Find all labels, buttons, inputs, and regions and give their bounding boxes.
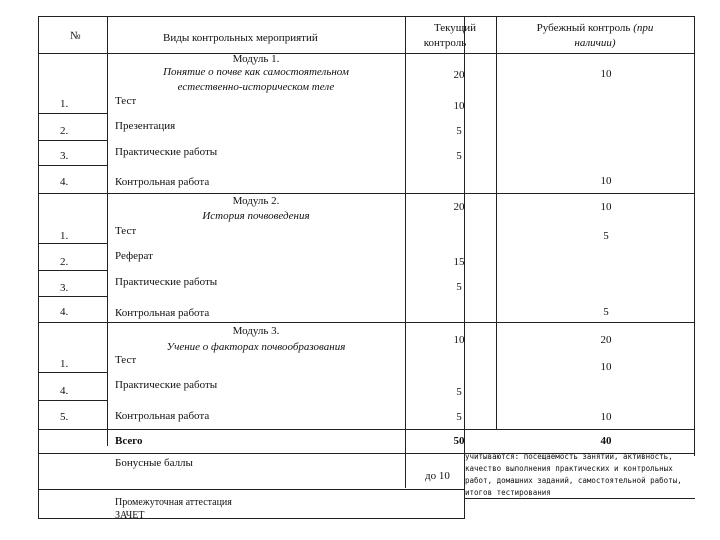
header-current-line1: Текущий: [433, 22, 477, 34]
m1-row4-boundary: 10: [600, 175, 612, 187]
table-border-left: [38, 16, 39, 518]
bonus-label: Бонусные баллы: [115, 457, 193, 469]
m3-row2-current: 5: [456, 386, 462, 398]
m2-row1-num: 1.: [60, 230, 69, 242]
m2-row3-current: 5: [456, 281, 462, 293]
header-number: №: [70, 30, 81, 42]
row-line: [38, 400, 107, 401]
m1-row3-current: 5: [456, 150, 462, 162]
m3-row3-name: Контрольная работа: [115, 410, 210, 422]
m3-row1-num: 1.: [60, 358, 69, 370]
module1-current: 20: [453, 69, 465, 81]
bonus-value: до 10: [425, 470, 450, 482]
m3-row2-name: Практические работы: [115, 379, 218, 391]
m3-row3-current: 5: [456, 411, 462, 423]
module3-title: Модуль 3.: [232, 325, 280, 337]
module1-boundary: 10: [600, 68, 612, 80]
m1-row1-num: 1.: [60, 98, 69, 110]
header-boundary-line1: [496, 22, 694, 35]
row-line: [38, 322, 695, 323]
row-line: [38, 193, 695, 194]
row-line: [38, 429, 695, 430]
module1-title: Модуль 1.: [232, 53, 280, 65]
row-line: [38, 16, 695, 17]
row-line: [38, 489, 465, 490]
m3-row1-boundary: 10: [600, 361, 612, 373]
header-boundary-bold: Рубежный контроль: [536, 22, 631, 34]
total-current: 50: [453, 435, 465, 447]
m1-row4-name: Контрольная работа: [115, 176, 210, 188]
module3-subtitle: Учение о факторах почвообразования: [166, 341, 346, 353]
m3-row1-name: Тест: [115, 354, 137, 366]
bonus-note: учитываются: посещаемость занятий, активность, качество выполнения практических и контрольных работ, домашних заданий, самостоятельной работы, итогов тестирования: [465, 452, 682, 497]
header-boundary-line2: наличии): [574, 37, 616, 49]
attestation-line1: Промежуточная аттестация: [115, 497, 232, 508]
m2-row2-name: Реферат: [115, 250, 153, 262]
m1-row3-num: 3.: [60, 150, 69, 162]
m2-row3-num: 3.: [60, 282, 69, 294]
row-line: [38, 270, 107, 271]
header-activities: Виды контрольных мероприятий: [163, 32, 318, 44]
module2-current: 20: [453, 201, 465, 213]
row-line: [38, 140, 107, 141]
m2-row4-boundary: 5: [603, 306, 609, 318]
row-line: [38, 296, 107, 297]
module1-subtitle-line2: естественно-историческом теле: [177, 81, 335, 93]
m1-row2-current: 5: [456, 125, 462, 137]
row-line: [38, 243, 107, 244]
total-label: Всего: [115, 435, 143, 447]
module2-title: Модуль 2.: [232, 195, 280, 207]
m2-row4-name: Контрольная работа: [115, 307, 210, 319]
m1-row3-name: Практические работы: [115, 146, 218, 158]
m2-row1-boundary: 5: [603, 230, 609, 242]
m2-row1-name: Тест: [115, 225, 137, 237]
m1-row2-num: 2.: [60, 125, 69, 137]
module2-boundary: 10: [600, 201, 612, 213]
m1-row1-name: Тест: [115, 95, 137, 107]
m2-row4-num: 4.: [60, 306, 69, 318]
header-current-line2: контроль: [423, 37, 467, 49]
attestation-line2: ЗАЧЕТ: [115, 510, 145, 521]
m2-row3-name: Практические работы: [115, 276, 218, 288]
m3-row2-num: 4.: [60, 385, 69, 397]
module1-subtitle-line1: Понятие о почве как самостоятельном: [163, 66, 349, 78]
m1-row1-current: 10: [453, 100, 465, 112]
row-line: [38, 165, 107, 166]
header-boundary-italic: (при: [633, 22, 654, 34]
row-line: [38, 372, 107, 373]
module2-subtitle: История почвоведения: [202, 210, 310, 222]
m1-row4-num: 4.: [60, 176, 69, 188]
m1-row2-name: Презентация: [115, 120, 176, 132]
m3-row3-boundary: 10: [600, 411, 612, 423]
m3-row3-num: 5.: [60, 411, 69, 423]
m2-row2-num: 2.: [60, 256, 69, 268]
module3-current: 10: [453, 334, 465, 346]
total-boundary: 40: [600, 435, 612, 447]
table-border-bottom: [38, 518, 465, 519]
module3-boundary: 20: [600, 334, 612, 346]
m2-row2-current: 15: [453, 256, 465, 268]
row-line: [38, 113, 107, 114]
